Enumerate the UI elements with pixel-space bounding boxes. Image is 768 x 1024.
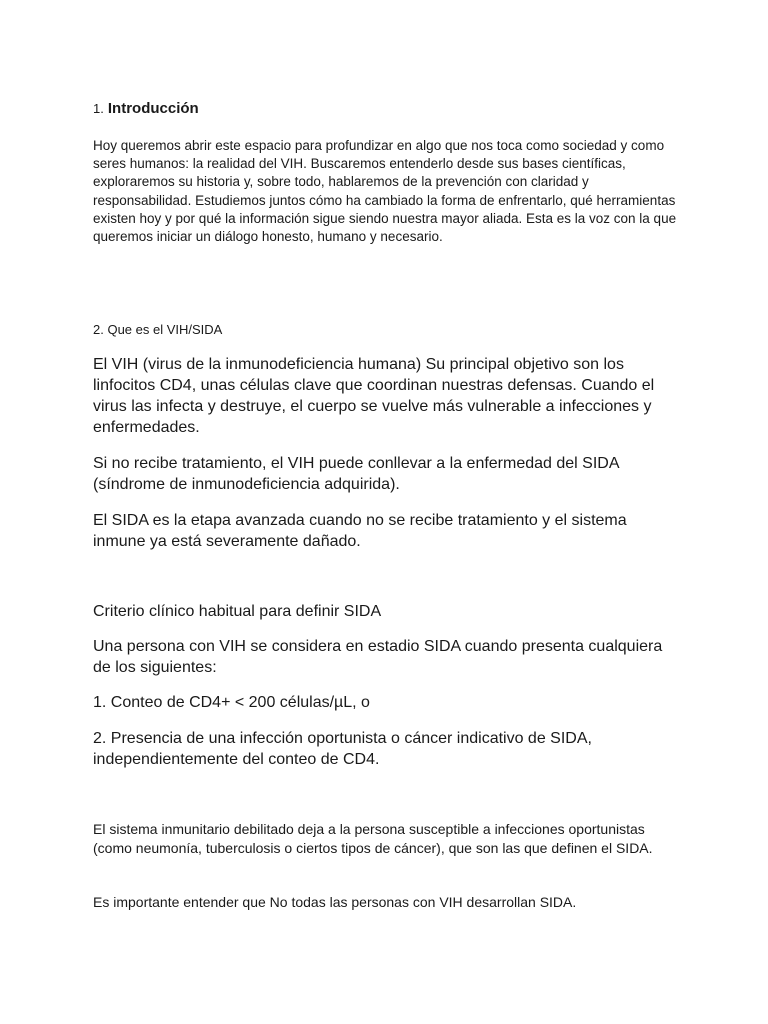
section-1-title: Introducción — [107, 100, 199, 117]
immune-system-paragraph: El sistema inmunitario debilitado deja a la persona susceptible a infecciones oportunistas (como neumonía, tuberculosis o ciertos tipos de cáncer), que son las que definen el SIDA. — [93, 821, 653, 856]
criteria-item: 2. Presencia de una infección oportunista o cáncer indicativo de SIDA, independientemente del conteo de CD4. — [93, 730, 592, 768]
definition-paragraph: El VIH (virus de la inmunodeficiencia humana) Su principal objetivo son los linfocitos CD4, unas células clave que coordinan nuestras defensas. Cuando el virus las infecta y destruye, el cuerpo se vuelve más vulnerable a infecciones y enfermedades. — [93, 356, 655, 436]
section-2-heading: 2. Que es el VIH/SIDA — [93, 322, 223, 337]
intro-paragraph: Hoy queremos abrir este espacio para profundizar en algo que nos toca como sociedad y como seres humanos: la realidad del VIH. Buscaremos entenderlo desde sus bases científicas, exploraremos su historia y, sobre todo, hablaremos de la prevención con claridad y responsabilidad. Estudiemos juntos cómo ha cambiado la forma de enfrentarlo, qué herramientas existen hoy y por qué la información sigue siendo nuestra mayor aliada. Esta es la voz con la que queremos iniciar un diálogo honesto, humano y necesario. — [93, 138, 677, 245]
important-note-paragraph: Es importante entender que No todas las personas con VIH desarrollan SIDA. — [93, 894, 577, 910]
section-1-heading — [93, 100, 683, 117]
treatment-paragraph: Si no recibe tratamiento, el VIH puede conllevar a la enfermedad del SIDA (síndrome de inmunodeficiencia adquirida). — [93, 455, 619, 493]
criteria-intro: Una persona con VIH se considera en estadio SIDA cuando presenta cualquiera de los siguientes: — [93, 638, 663, 676]
criteria-heading: Criterio clínico habitual para definir SIDA — [93, 603, 382, 620]
criteria-item: 1. Conteo de CD4+ < 200 células/µL, o — [93, 694, 370, 711]
advanced-stage-paragraph: El SIDA es la etapa avanzada cuando no se recibe tratamiento y el sistema inmune ya está severamente dañado. — [93, 512, 627, 550]
section-1-number: 1. — [93, 101, 104, 116]
